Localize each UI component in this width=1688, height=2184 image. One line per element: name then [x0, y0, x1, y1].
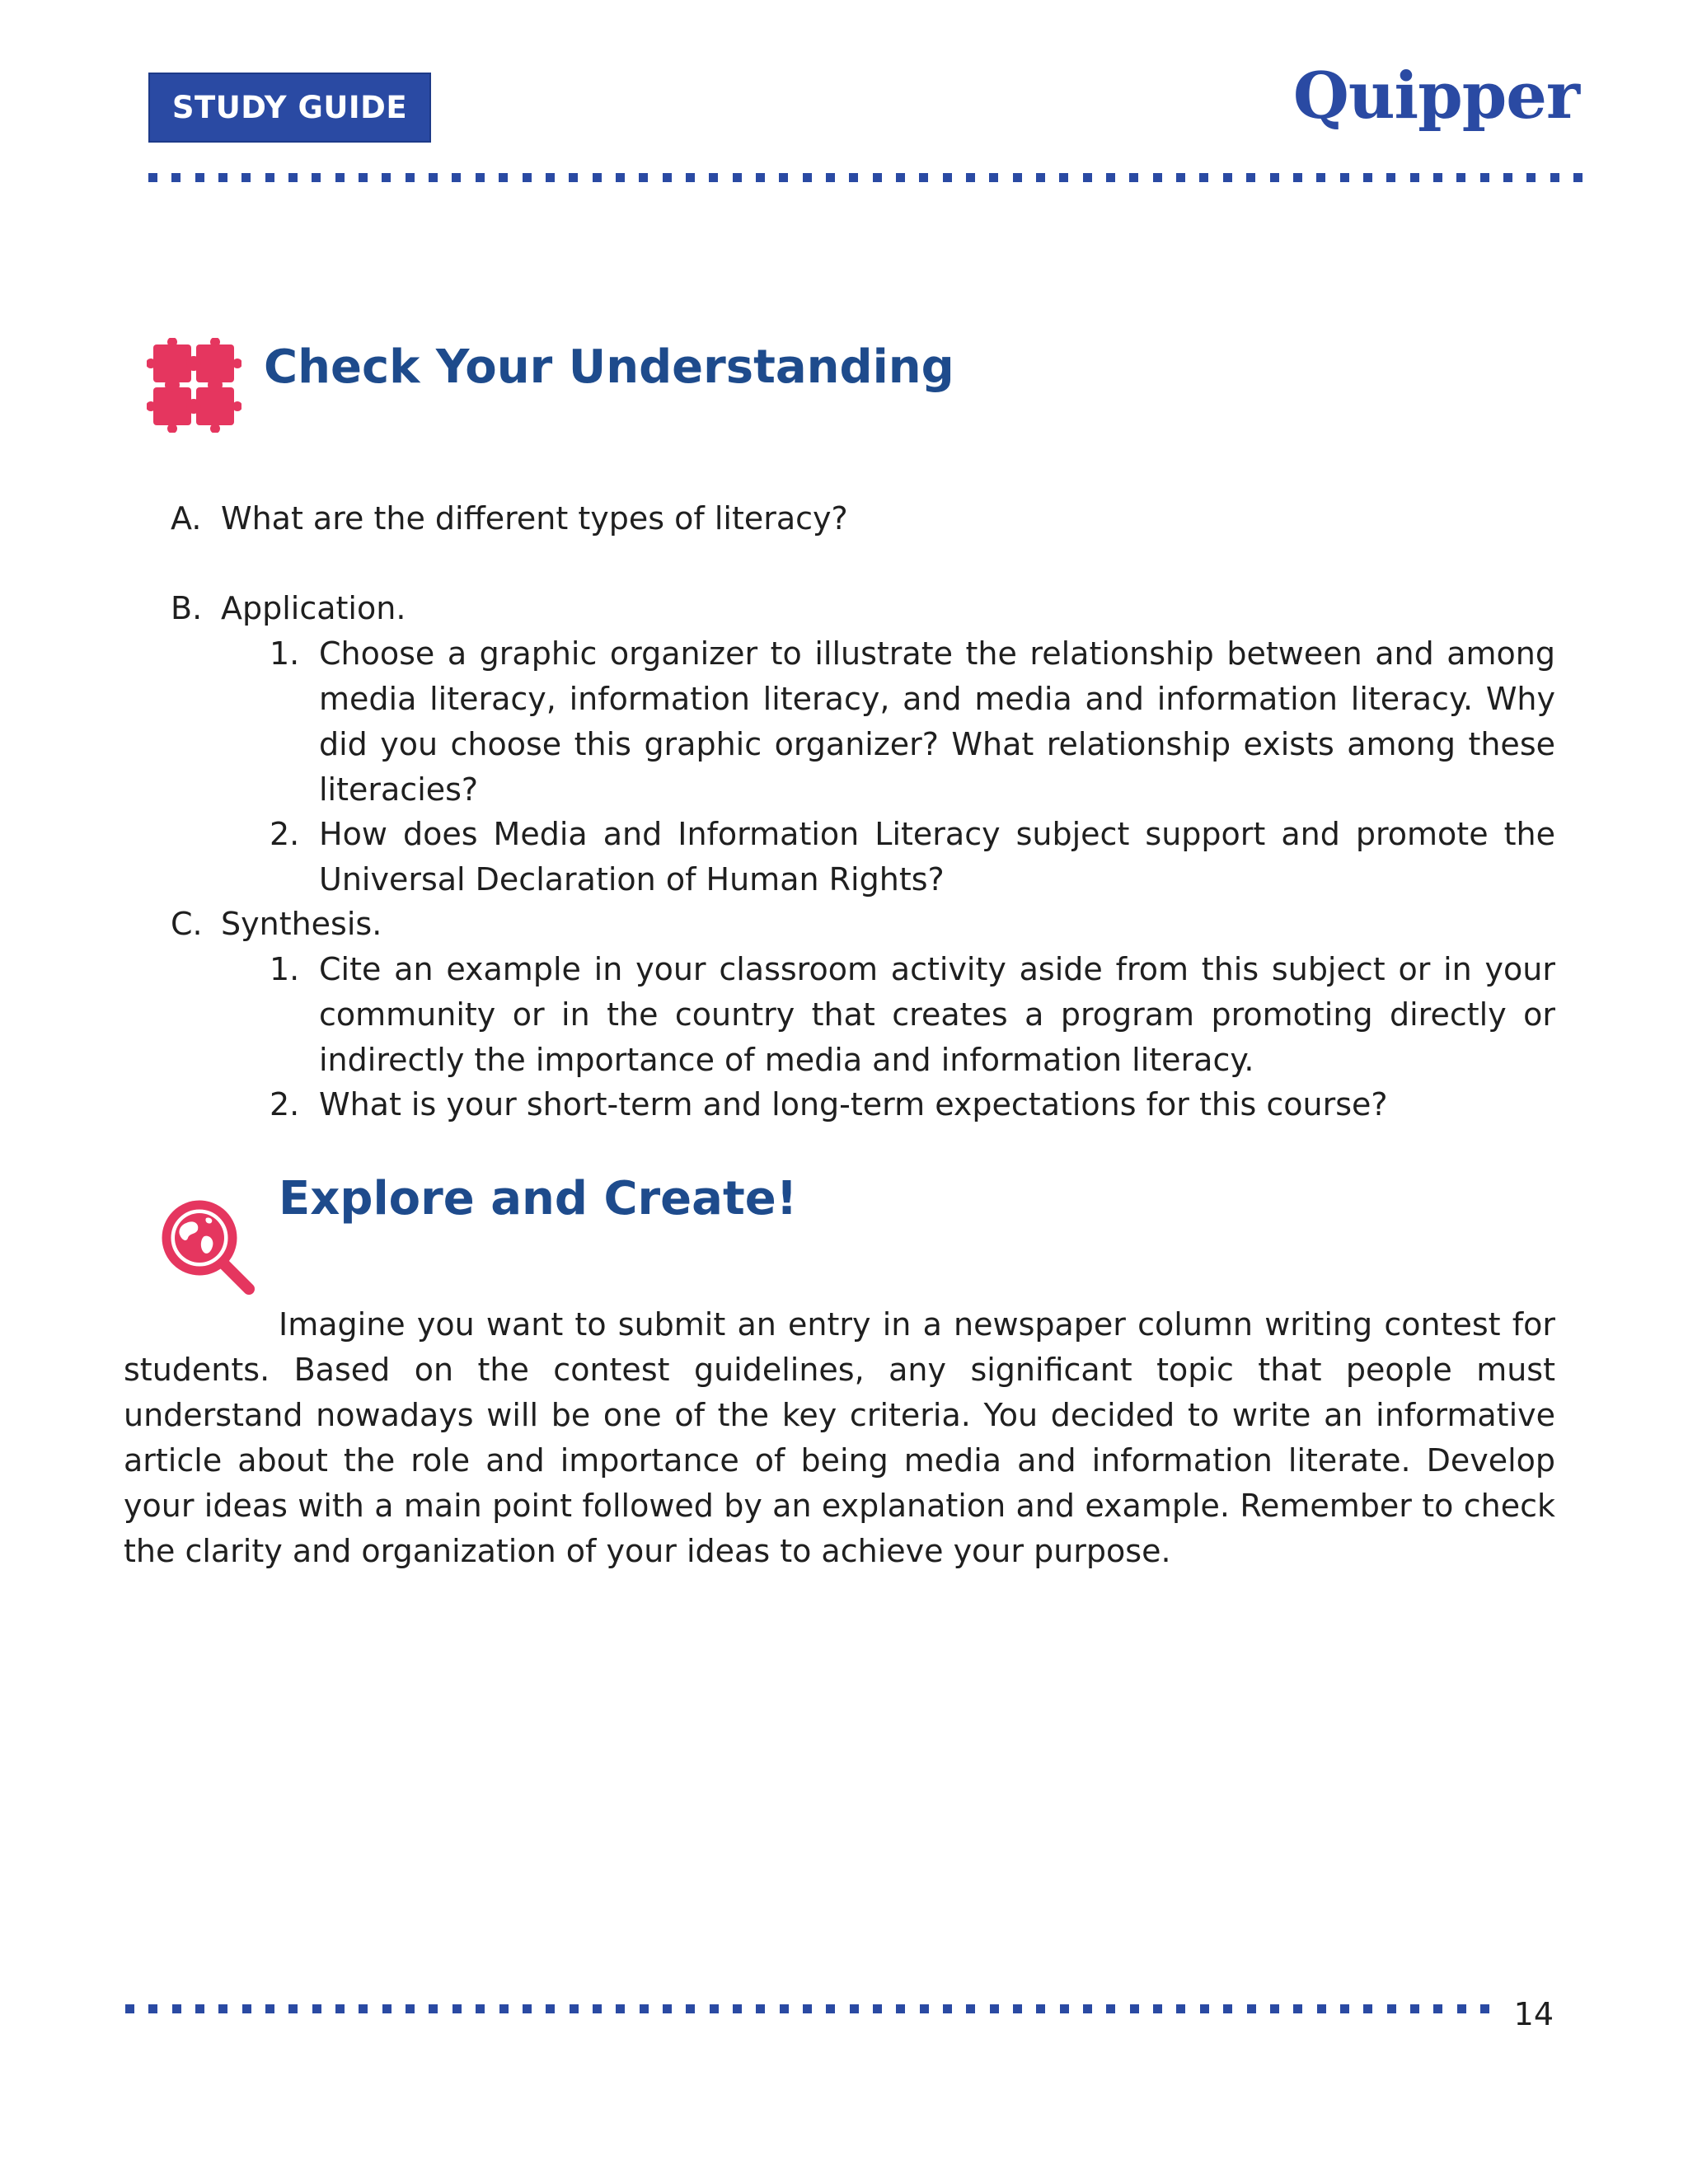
- divider-dot: [1013, 173, 1022, 182]
- divider-dot: [359, 173, 368, 182]
- divider-dot: [569, 173, 578, 182]
- divider-dot: [1340, 2004, 1349, 2013]
- divider-dot: [989, 173, 998, 182]
- divider-dot: [733, 173, 742, 182]
- divider-dot: [429, 2004, 438, 2013]
- divider-dot: [476, 2004, 485, 2013]
- c-item-1-text: Cite an example in your classroom activity aside from this subject or in your community or in the country that creates a program promoting directly or indirectly the importance of media and information literacy.: [319, 951, 1555, 1078]
- divider-dot: [1316, 173, 1325, 182]
- divider-dot: [990, 2004, 999, 2013]
- section-c-label: Synthesis.: [221, 906, 382, 942]
- divider-dot: [406, 173, 415, 182]
- divider-dot: [1550, 173, 1559, 182]
- divider-dot: [733, 2004, 742, 2013]
- divider-dot: [452, 173, 461, 182]
- c-item-2-marker: 2.: [270, 1086, 300, 1122]
- question-a-marker: A.: [171, 500, 202, 537]
- divider-dot: [593, 2004, 602, 2013]
- divider-dot: [1153, 173, 1162, 182]
- bottom-dotted-divider: [125, 2004, 1489, 2013]
- divider-dot: [1387, 2004, 1396, 2013]
- divider-dot: [312, 2004, 321, 2013]
- divider-dot: [1247, 2004, 1256, 2013]
- divider-dot: [803, 2004, 812, 2013]
- divider-dot: [1293, 2004, 1302, 2013]
- divider-dot: [523, 173, 532, 182]
- divider-dot: [171, 173, 181, 182]
- divider-dot: [288, 2004, 298, 2013]
- b-item-1-marker: 1.: [270, 635, 300, 672]
- b-item-2-text: How does Media and Information Literacy subject support and promote the Universal Declaration of Human Rights?: [319, 816, 1555, 898]
- divider-dot: [1036, 2004, 1045, 2013]
- divider-dot: [756, 2004, 765, 2013]
- divider-dot: [593, 173, 602, 182]
- divider-dot: [523, 2004, 532, 2013]
- divider-dot: [943, 2004, 952, 2013]
- divider-dot: [1246, 173, 1255, 182]
- divider-dot: [779, 173, 788, 182]
- divider-dot: [1293, 173, 1302, 182]
- divider-dot: [218, 2004, 227, 2013]
- divider-dot: [1480, 173, 1489, 182]
- divider-dot: [639, 173, 648, 182]
- question-a-text: What are the different types of literacy?: [221, 500, 848, 537]
- divider-dot: [873, 173, 882, 182]
- divider-dot: [288, 173, 298, 182]
- divider-dot: [1270, 2004, 1279, 2013]
- divider-dot: [172, 2004, 181, 2013]
- divider-dot: [709, 173, 718, 182]
- divider-dot: [148, 173, 157, 182]
- divider-dot: [1573, 173, 1582, 182]
- divider-dot: [1433, 173, 1442, 182]
- divider-dot: [1317, 2004, 1326, 2013]
- section-c-marker: C.: [171, 906, 203, 942]
- divider-dot: [265, 173, 274, 182]
- check-understanding-heading: Check Your Understanding: [264, 340, 954, 394]
- section-b-label: Application.: [221, 590, 406, 626]
- divider-dot: [919, 173, 928, 182]
- divider-dot: [1340, 173, 1349, 182]
- divider-dot: [616, 173, 625, 182]
- divider-dot: [896, 2004, 905, 2013]
- divider-dot: [1059, 173, 1068, 182]
- divider-dot: [1410, 2004, 1419, 2013]
- b-item-1-text: Choose a graphic organizer to illustrate the relationship between and among media literacy, information literacy, and media and information literacy. Why did you choose this graphic organizer? What relationship exists among these literacies?: [319, 635, 1555, 808]
- divider-dot: [920, 2004, 929, 2013]
- divider-dot: [1129, 173, 1138, 182]
- top-dotted-divider: [148, 172, 1582, 182]
- divider-dot: [406, 2004, 415, 2013]
- divider-dot: [1503, 173, 1512, 182]
- divider-dot: [1176, 173, 1185, 182]
- divider-dot: [382, 2004, 392, 2013]
- divider-dot: [896, 173, 905, 182]
- divider-dot: [265, 2004, 274, 2013]
- divider-dot: [826, 173, 835, 182]
- divider-dot: [849, 173, 858, 182]
- divider-dot: [1386, 173, 1395, 182]
- quipper-logo: Quipper: [1292, 59, 1579, 134]
- divider-dot: [241, 173, 251, 182]
- divider-dot: [640, 2004, 649, 2013]
- divider-dot: [803, 173, 812, 182]
- divider-dot: [499, 2004, 509, 2013]
- divider-dot: [826, 2004, 835, 2013]
- divider-dot: [943, 173, 952, 182]
- divider-dot: [359, 2004, 368, 2013]
- divider-dot: [429, 173, 438, 182]
- divider-dot: [382, 173, 391, 182]
- divider-dot: [710, 2004, 719, 2013]
- divider-dot: [1270, 173, 1279, 182]
- divider-dot: [1153, 2004, 1162, 2013]
- divider-dot: [756, 173, 765, 182]
- divider-dot: [1433, 2004, 1442, 2013]
- puzzle-icon: [147, 338, 241, 433]
- divider-dot: [1036, 173, 1045, 182]
- divider-dot: [148, 2004, 157, 2013]
- study-guide-badge: STUDY GUIDE: [148, 73, 431, 143]
- globe-search-icon: [157, 1195, 260, 1298]
- divider-dot: [1410, 173, 1419, 182]
- divider-dot: [1456, 173, 1465, 182]
- divider-dot: [1223, 2004, 1232, 2013]
- divider-dot: [1200, 2004, 1209, 2013]
- divider-dot: [125, 2004, 134, 2013]
- b-item-2-marker: 2.: [270, 816, 300, 852]
- divider-dot: [195, 2004, 204, 2013]
- divider-dot: [499, 173, 508, 182]
- explore-create-heading: Explore and Create!: [279, 1172, 798, 1226]
- divider-dot: [1083, 173, 1092, 182]
- divider-dot: [616, 2004, 625, 2013]
- divider-dot: [546, 173, 555, 182]
- divider-dot: [195, 173, 204, 182]
- divider-dot: [1106, 2004, 1115, 2013]
- c-item-2-text: What is your short-term and long-term expectations for this course?: [319, 1086, 1388, 1122]
- section-b-marker: B.: [171, 590, 203, 626]
- divider-dot: [476, 173, 485, 182]
- divider-dot: [1223, 173, 1232, 182]
- divider-dot: [1526, 173, 1536, 182]
- divider-dot: [850, 2004, 859, 2013]
- page-number: 14: [1513, 1996, 1554, 2032]
- divider-dot: [663, 173, 672, 182]
- explore-paragraph: Imagine you want to submit an entry in a newspaper column writing contest for students. Based on the contest guidelines, any significant topic that people must understand nowadays will be one of the key criteria. You decided to write an informative article about the role and importance of being media and information literate. Develop your ideas with a main point followed by an explanation and example. Remember to check the clarity and organization of your ideas to achieve your purpose.: [124, 1306, 1555, 1569]
- divider-dot: [312, 173, 321, 182]
- divider-dot: [1480, 2004, 1489, 2013]
- divider-dot: [663, 2004, 672, 2013]
- divider-dot: [1130, 2004, 1139, 2013]
- divider-dot: [966, 173, 975, 182]
- divider-dot: [1363, 173, 1372, 182]
- divider-dot: [873, 2004, 882, 2013]
- divider-dot: [686, 2004, 695, 2013]
- divider-dot: [686, 173, 695, 182]
- divider-dot: [966, 2004, 975, 2013]
- divider-dot: [242, 2004, 251, 2013]
- divider-dot: [780, 2004, 789, 2013]
- c-item-1-marker: 1.: [270, 951, 300, 987]
- divider-dot: [1060, 2004, 1069, 2013]
- divider-dot: [335, 173, 345, 182]
- divider-dot: [1083, 2004, 1092, 2013]
- divider-dot: [1199, 173, 1208, 182]
- divider-dot: [452, 2004, 462, 2013]
- divider-dot: [1176, 2004, 1185, 2013]
- divider-dot: [570, 2004, 579, 2013]
- divider-dot: [1363, 2004, 1372, 2013]
- divider-dot: [546, 2004, 555, 2013]
- divider-dot: [1457, 2004, 1466, 2013]
- divider-dot: [1013, 2004, 1022, 2013]
- divider-dot: [1106, 173, 1115, 182]
- divider-dot: [335, 2004, 345, 2013]
- divider-dot: [218, 173, 227, 182]
